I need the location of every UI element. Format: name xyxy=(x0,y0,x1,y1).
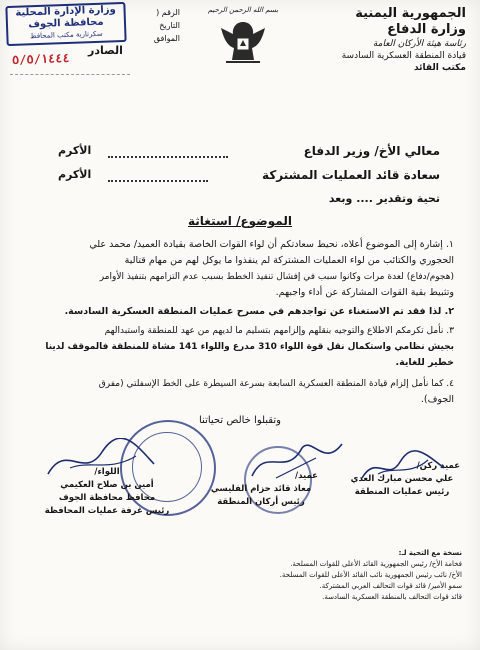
sig-middle-rank: عميد/ xyxy=(295,471,318,481)
reference-fields xyxy=(118,6,180,45)
addressee-1-dots xyxy=(108,156,228,158)
signature-right-scribble xyxy=(358,448,448,484)
para-4-line-b: الجوف). xyxy=(420,394,454,405)
signature-middle-scribble xyxy=(246,438,346,484)
sig-middle-name: معاذ قائد حزام الفليسي xyxy=(210,484,312,494)
stamp-line3: سكرتارية مكتب المحافظ xyxy=(29,29,103,41)
addressee-1: معالي الأخ/ وزير الدفاع xyxy=(303,144,440,158)
signature-left-scribble xyxy=(40,438,160,484)
para-1-line-d: وتثبيط بقية القوات المشاركة عن أداء واجبهم. xyxy=(275,287,454,298)
letterhead-command: قيادة المنطقة العسكرية السادسة xyxy=(341,51,466,61)
governorate-stamp xyxy=(5,2,126,46)
cc-item: سمو الأمير/ قائد قوات التحالف العربي المشتركة. xyxy=(319,582,462,590)
sig-left-title: محافظ محافظة الجوف xyxy=(58,493,156,503)
greeting: تحية وتقدير .... وبعد xyxy=(328,192,440,205)
letterhead-left xyxy=(4,4,180,80)
date-stamp: ٥/٥/١٤٤٤ xyxy=(11,50,71,68)
letterhead-country: الجمهورية اليمنية xyxy=(355,6,466,21)
para-4-line-a: ٤. كما نأمل إلزام قيادة المنطقة العسكرية السابعة بسرعة السيطرة على الخط الإسفلتي (مفرق xyxy=(98,379,454,389)
sig-left-name: أمين بن صلاح العكيمي xyxy=(60,480,154,490)
cc-item: قائد قوات التحالف بالمنطقة العسكرية السادسة. xyxy=(322,593,462,601)
letterhead-office: مكتب القائد xyxy=(413,63,466,73)
cc-heading: نسخة مع التحية لـ: xyxy=(398,549,462,557)
sig-right-title: رئيس عمليات المنطقة xyxy=(354,487,450,497)
addressee-2-dots xyxy=(108,180,208,182)
sig-left-rank: اللواء/ xyxy=(94,467,120,477)
cc-item: الأخ/ نائب رئيس الجمهورية نائب القائد الأعلى للقوات المسلحة. xyxy=(279,571,462,579)
para-3-line-b: بجيش نظامي واستكمال نقل قوة اللواء 310 مدرع واللواء 141 مشاة للمنطقة فالموقف لدينا xyxy=(45,342,454,352)
cc-block xyxy=(222,548,462,603)
letterhead-ministry: وزارة الدفاع xyxy=(387,22,466,37)
para-1-line-b: الحجوري والكتائب من لواء العمليات المشتركة لم ينفذوا ما يوكل لهم من مهام قتالية xyxy=(124,255,454,266)
para-2: ٢. لذا فقد تم الاستغناء عن تواجدهم في مسرح عمليات المنطقة العسكرية السادسة. xyxy=(64,306,454,317)
sig-middle-title: رئيس أركان المنطقة xyxy=(217,497,305,507)
sig-right-rank: عميد ركن/ xyxy=(416,461,460,471)
letterhead-staff: رئاسة هيئة الأركان العامة xyxy=(372,39,466,49)
basmala-text: بسم الله الرحمن الرحيم xyxy=(207,6,279,14)
addressee-1-honor: الأكرم xyxy=(58,144,92,157)
republic-emblem xyxy=(206,6,280,68)
sig-left-title2: رئيس غرفة عمليات المحافظة xyxy=(44,506,170,516)
issue-label: الصادر xyxy=(88,44,123,57)
letterhead-right xyxy=(326,6,466,74)
cc-item: فخامة الأخ/ رئيس الجمهورية القائد الأعلى للقوات المسلحة. xyxy=(290,560,462,568)
stamp-line2: محافظة الجوف xyxy=(28,16,104,31)
stamp-line1: وزارة الإدارة المحلية xyxy=(15,4,116,19)
sig-right-name: علي محسن مبارك العدي xyxy=(350,474,454,484)
eagle-emblem-icon xyxy=(206,16,280,68)
para-3-line-c: خطير للغاية. xyxy=(395,357,454,368)
closing: وتقبلوا خالص تحياتنا xyxy=(199,415,281,426)
addressee-2: سعادة قائد العمليات المشتركة xyxy=(262,168,440,182)
subject: الموضوع/ استغاثة xyxy=(188,214,292,228)
para-3-line-a: ٣. نأمل تكرمكم الاطلاع والتوجيه بنقلهم وإلزامهم بتسليم ما لديهم من عهد للمنطقة واستبدالهم xyxy=(104,326,454,336)
para-1-line-c: (هجوم/دفاع) لعدة مرات وكانوا سبب في إفشال تنفيذ الخطط بسبب عدم التزامهم بتنفيذ الأوامر xyxy=(99,272,454,282)
field-ref: الرقم ( xyxy=(156,8,180,17)
addressee-2-honor: الأكرم xyxy=(58,168,92,181)
para-1-line-a: ١. إشارة إلى الموضوع أعلاه، نحيط سعادتكم أن لواء القوات الخاصة بقيادة العميد/ محمد علي xyxy=(89,239,454,250)
field-date: التاريخ xyxy=(159,21,180,30)
field-corr: الموافق xyxy=(153,34,180,43)
